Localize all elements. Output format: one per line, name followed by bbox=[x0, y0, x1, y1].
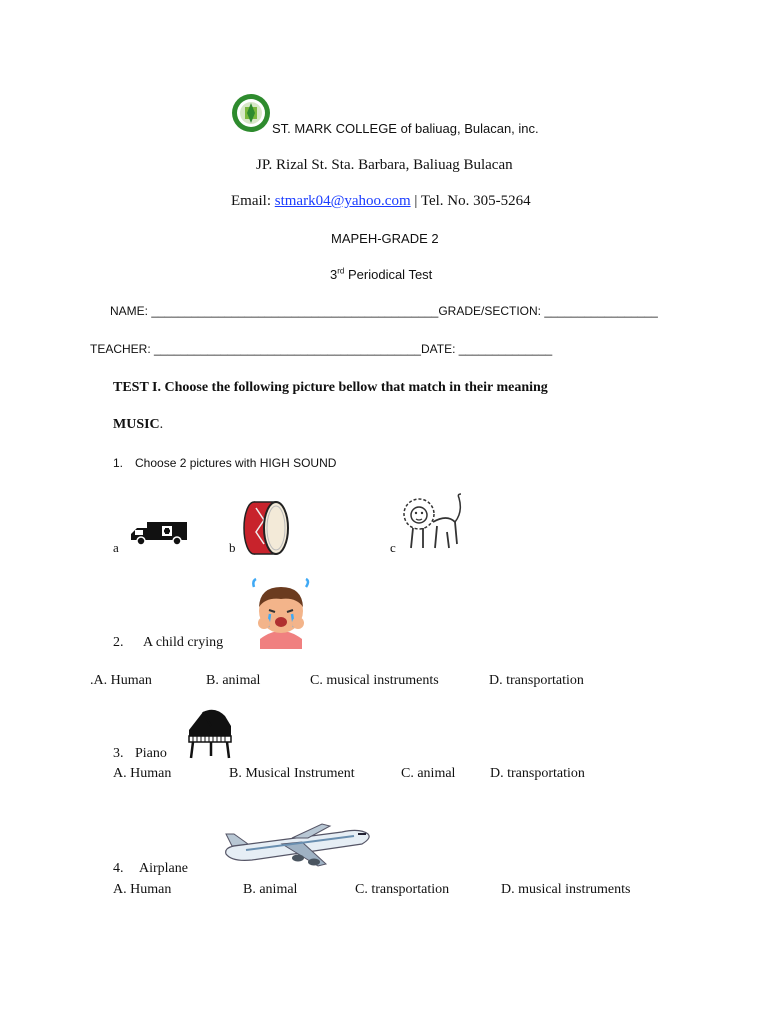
q3-number: 3. bbox=[113, 746, 124, 761]
contact-line bbox=[231, 193, 531, 210]
airplane-icon bbox=[222, 824, 376, 874]
email-label: Email: bbox=[231, 193, 271, 209]
email-link[interactable]: stmark04@yahoo.com bbox=[274, 193, 411, 209]
test-title bbox=[330, 267, 432, 282]
q4-number: 4. bbox=[113, 861, 124, 876]
q2-option-c: C. musical instruments bbox=[310, 673, 439, 688]
q2-number: 2. bbox=[113, 635, 124, 650]
q4-text: Airplane bbox=[139, 861, 188, 876]
music-period: . bbox=[159, 417, 164, 432]
q2-option-a: .A. Human bbox=[90, 673, 152, 688]
lion-icon bbox=[403, 492, 465, 554]
q4-option-b: B. animal bbox=[243, 882, 298, 897]
school-name: ST. MARK COLLEGE of baliuag, Bulacan, inc. bbox=[272, 121, 539, 136]
music-heading: MUSIC bbox=[113, 417, 160, 432]
q4-option-a: A. Human bbox=[113, 882, 172, 897]
test-label: Periodical Test bbox=[347, 267, 433, 282]
q4-option-d: D. musical instruments bbox=[501, 882, 631, 897]
q1-number: 1. bbox=[113, 456, 124, 470]
school-address: JP. Rizal St. Sta. Barbara, Baliuag Bulacan bbox=[256, 157, 513, 173]
q3-text: Piano bbox=[135, 746, 167, 761]
q1-choice-a: a bbox=[113, 540, 119, 555]
name-grade-field: NAME: ___________________________________________GRADE/SECTION: _________________ bbox=[110, 304, 658, 318]
q2-option-d: D. transportation bbox=[489, 673, 584, 688]
q2-option-b: B. animal bbox=[206, 673, 261, 688]
tel-number: | Tel. No. 305-5264 bbox=[414, 193, 531, 209]
test-ordinal: rd bbox=[337, 266, 345, 276]
q4-option-c: C. transportation bbox=[355, 882, 450, 897]
q1-choice-b: b bbox=[229, 540, 236, 555]
q3-option-b: B. Musical Instrument bbox=[229, 766, 355, 781]
piano-icon bbox=[185, 708, 235, 760]
school-seal-icon bbox=[231, 93, 271, 133]
music-section bbox=[113, 417, 163, 433]
q1-text: Choose 2 pictures with HIGH SOUND bbox=[135, 456, 337, 470]
teacher-date-field: TEACHER: ________________________________________DATE: ______________ bbox=[90, 342, 553, 356]
q2-text: A child crying bbox=[143, 635, 224, 650]
crying-child-icon bbox=[250, 577, 312, 649]
q1-choice-c: c bbox=[390, 540, 396, 555]
ambulance-icon bbox=[129, 520, 189, 546]
test-instruction: TEST I. Choose the following picture bellow that match in their meaning bbox=[113, 380, 548, 395]
subject-title: MAPEH-GRADE 2 bbox=[331, 231, 439, 246]
q3-option-c: C. animal bbox=[401, 766, 456, 781]
drum-icon bbox=[242, 500, 292, 556]
q3-option-d: D. transportation bbox=[490, 766, 585, 781]
q3-option-a: A. Human bbox=[113, 766, 172, 781]
test-number: 3 bbox=[330, 267, 338, 282]
